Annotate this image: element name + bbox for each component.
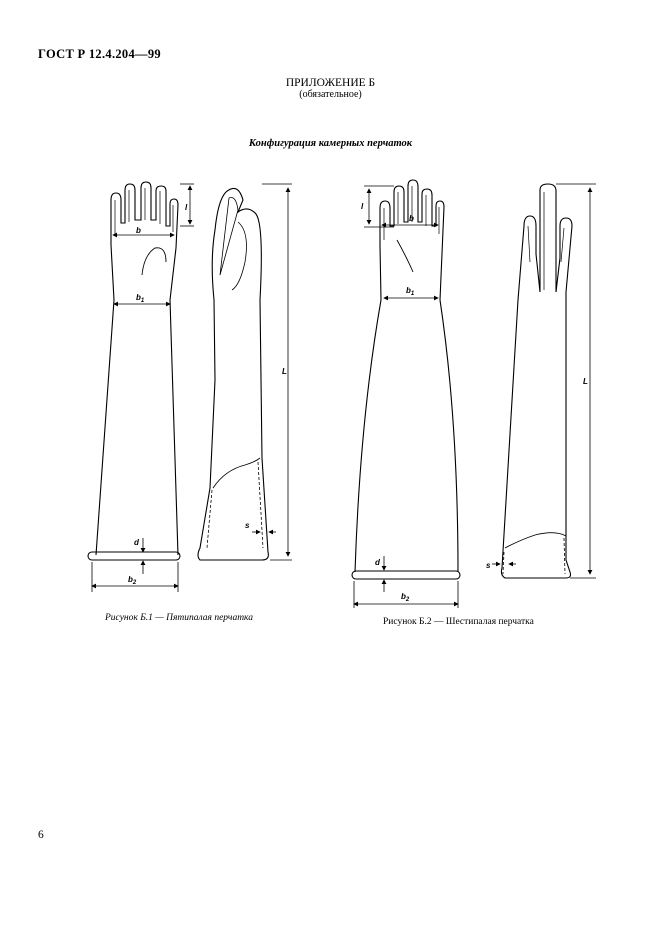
fig1-label-l: l xyxy=(185,203,188,212)
fig2-label-b: b xyxy=(409,214,414,223)
figure2-caption: Рисунок Б.2 — Шестипалая перчатка xyxy=(383,617,534,627)
figure1-side-glove xyxy=(198,188,268,560)
figure1-caption: Рисунок Б.1 — Пятипалая перчатка xyxy=(105,613,254,623)
fig2-label-L: L xyxy=(583,377,588,386)
figure1-front-glove xyxy=(88,182,180,560)
fig1-label-d: d xyxy=(134,538,139,547)
fig2-label-d: d xyxy=(375,558,380,567)
fig2-label-s: s xyxy=(486,561,491,570)
fig1-label-b2: $b_2$ xyxy=(128,575,137,586)
figure2-front-glove xyxy=(352,180,460,579)
section-title: Конфигурация камерных перчаток xyxy=(248,138,413,149)
standard-id: ГОСТ Р 12.4.204—99 xyxy=(38,47,161,61)
appendix-title: ПРИЛОЖЕНИЕ Б xyxy=(285,77,376,89)
fig2-label-b2: $b_2$ xyxy=(401,592,410,603)
fig2-label-b1: $b_1$ xyxy=(406,286,415,297)
fig1-label-b: b xyxy=(136,226,141,235)
page-number: 6 xyxy=(38,829,44,841)
fig1-label-L: L xyxy=(282,367,287,376)
fig1-label-s: s xyxy=(245,521,250,530)
figure2-side-glove xyxy=(501,184,572,578)
fig2-label-l: l xyxy=(361,202,364,211)
appendix-subtitle: (обязательное) xyxy=(299,89,362,100)
fig1-label-b1: $b_1$ xyxy=(136,293,145,304)
